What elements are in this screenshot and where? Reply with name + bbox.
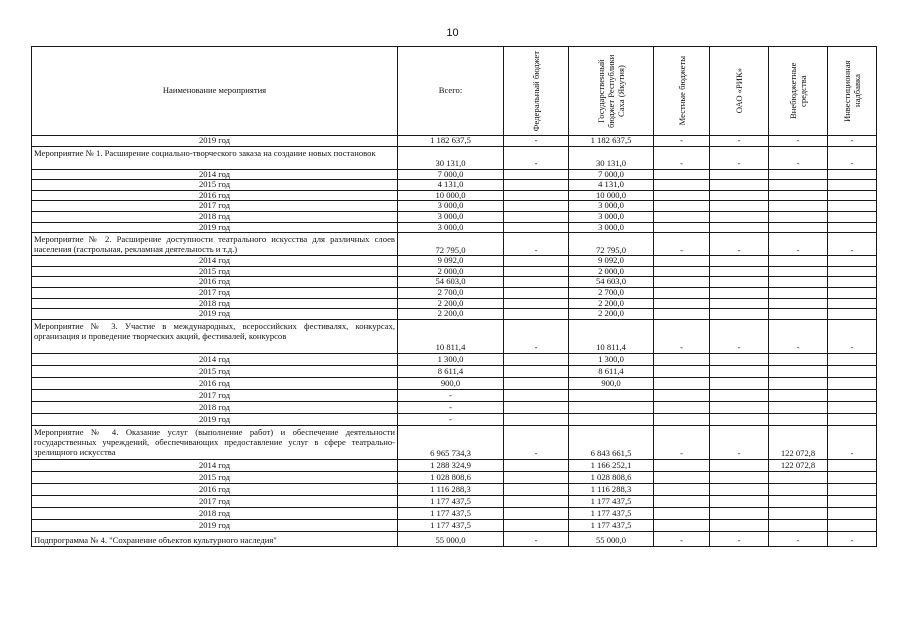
cell-rik (710, 309, 769, 320)
measure-row (32, 233, 877, 256)
cell-total: 1 177 437,5 (398, 507, 504, 519)
measure-row (32, 425, 877, 459)
year-label: 2018 год (32, 507, 398, 519)
cell-local: - (654, 233, 710, 256)
year-row (32, 266, 877, 277)
cell-federal (504, 389, 569, 401)
cell-state: 8 611,4 (569, 365, 654, 377)
cell-local: - (654, 146, 710, 169)
header-name: Наименование мероприятия (32, 47, 398, 136)
year-row (32, 377, 877, 389)
cell-rik (710, 519, 769, 531)
cell-state: 1 182 637,5 (569, 136, 654, 147)
cell-investment (828, 180, 877, 191)
cell-state: 1 116 288,3 (569, 483, 654, 495)
cell-rik (710, 190, 769, 201)
cell-offbudget (769, 413, 828, 425)
budget-table (31, 46, 877, 547)
year-label: 2015 год (32, 471, 398, 483)
cell-state: 1 028 808,6 (569, 471, 654, 483)
cell-offbudget (769, 266, 828, 277)
cell-federal (504, 190, 569, 201)
cell-total: 3 000,0 (398, 222, 504, 233)
year-label: 2018 год (32, 401, 398, 413)
cell-offbudget (769, 256, 828, 267)
cell-offbudget (769, 353, 828, 365)
cell-investment (828, 353, 877, 365)
cell-rik (710, 201, 769, 212)
cell-local (654, 256, 710, 267)
cell-investment (828, 459, 877, 471)
year-label: 2016 год (32, 483, 398, 495)
cell-total: 1 177 437,5 (398, 519, 504, 531)
cell-state: 1 177 437,5 (569, 519, 654, 531)
cell-offbudget (769, 519, 828, 531)
cell-rik (710, 471, 769, 483)
cell-federal (504, 471, 569, 483)
cell-state: 4 131,0 (569, 180, 654, 191)
header-row (32, 47, 877, 136)
cell-investment (828, 211, 877, 222)
cell-federal (504, 519, 569, 531)
cell-investment (828, 471, 877, 483)
cell-state (569, 389, 654, 401)
measure-row (32, 319, 877, 353)
year-row (32, 495, 877, 507)
cell-total: 1 116 288,3 (398, 483, 504, 495)
table-row (32, 136, 877, 147)
year-row (32, 483, 877, 495)
page-number: 10 (446, 27, 459, 39)
cell-local (654, 211, 710, 222)
cell-federal: - (504, 319, 569, 353)
cell-local (654, 169, 710, 180)
cell-federal (504, 507, 569, 519)
cell-federal (504, 495, 569, 507)
cell-offbudget (769, 377, 828, 389)
cell-state: 1 166 252,1 (569, 459, 654, 471)
cell-investment (828, 413, 877, 425)
cell-federal (504, 353, 569, 365)
cell-rik (710, 180, 769, 191)
cell-offbudget (769, 169, 828, 180)
cell-local (654, 353, 710, 365)
year-label: 2014 год (32, 169, 398, 180)
cell-offbudget (769, 277, 828, 288)
cell-offbudget: - (769, 319, 828, 353)
cell-rik (710, 277, 769, 288)
header-rik: ОАО «РИК» (710, 47, 769, 136)
cell-federal: - (504, 531, 569, 546)
cell-rik (710, 256, 769, 267)
cell-rik (710, 266, 769, 277)
year-label: 2017 год (32, 389, 398, 401)
cell-local (654, 266, 710, 277)
cell-total: 2 000,0 (398, 266, 504, 277)
cell-state: 3 000,0 (569, 222, 654, 233)
subprogram-row (32, 531, 877, 546)
cell-investment (828, 483, 877, 495)
cell-state: 30 131,0 (569, 146, 654, 169)
cell-local (654, 519, 710, 531)
cell-rik (710, 298, 769, 309)
cell-local (654, 413, 710, 425)
cell-offbudget: - (769, 531, 828, 546)
cell-state (569, 401, 654, 413)
cell-offbudget: - (769, 136, 828, 147)
cell-total: - (398, 413, 504, 425)
cell-federal (504, 180, 569, 191)
year-row (32, 309, 877, 320)
year-label: 2019 год (32, 222, 398, 233)
cell-total: 3 000,0 (398, 201, 504, 212)
cell-investment (828, 365, 877, 377)
cell-investment (828, 495, 877, 507)
year-row (32, 413, 877, 425)
cell-investment (828, 287, 877, 298)
year-label: 2014 год (32, 459, 398, 471)
cell-local (654, 459, 710, 471)
cell-local (654, 495, 710, 507)
cell-state: 1 177 437,5 (569, 495, 654, 507)
cell-rik: - (710, 146, 769, 169)
cell-state: 1 177 437,5 (569, 507, 654, 519)
cell-investment (828, 190, 877, 201)
cell-rik (710, 389, 769, 401)
cell-investment: - (828, 531, 877, 546)
cell-rik (710, 377, 769, 389)
cell-investment (828, 507, 877, 519)
cell-federal (504, 401, 569, 413)
cell-federal (504, 222, 569, 233)
year-row (32, 298, 877, 309)
cell-federal: - (504, 136, 569, 147)
cell-federal (504, 309, 569, 320)
cell-rik (710, 401, 769, 413)
cell-federal (504, 266, 569, 277)
cell-local (654, 389, 710, 401)
cell-rik (710, 365, 769, 377)
cell-federal (504, 277, 569, 288)
header-total: Всего: (398, 47, 504, 136)
cell-state: 72 795,0 (569, 233, 654, 256)
year-label: 2015 год (32, 266, 398, 277)
year-row (32, 401, 877, 413)
year-row (32, 507, 877, 519)
cell-rik (710, 287, 769, 298)
cell-federal (504, 287, 569, 298)
cell-offbudget (769, 287, 828, 298)
year-row (32, 519, 877, 531)
year-row (32, 459, 877, 471)
cell-total: 10 811,4 (398, 319, 504, 353)
cell-total: 1 177 437,5 (398, 495, 504, 507)
year-label: 2015 год (32, 365, 398, 377)
cell-offbudget (769, 483, 828, 495)
cell-federal (504, 169, 569, 180)
cell-local (654, 309, 710, 320)
cell-local (654, 365, 710, 377)
cell-state: 2 200,0 (569, 298, 654, 309)
row-name: 2019 год (32, 136, 398, 147)
cell-state: 2 200,0 (569, 309, 654, 320)
cell-state: 10 811,4 (569, 319, 654, 353)
cell-offbudget (769, 211, 828, 222)
cell-rik (710, 483, 769, 495)
cell-investment: - (828, 319, 877, 353)
year-label: 2015 год (32, 180, 398, 191)
cell-local: - (654, 136, 710, 147)
cell-offbudget (769, 201, 828, 212)
cell-federal (504, 298, 569, 309)
cell-state: 1 300,0 (569, 353, 654, 365)
cell-investment (828, 389, 877, 401)
cell-federal: - (504, 233, 569, 256)
year-label: 2016 год (32, 377, 398, 389)
cell-state: 3 000,0 (569, 201, 654, 212)
cell-federal (504, 377, 569, 389)
cell-total: - (398, 401, 504, 413)
cell-rik (710, 353, 769, 365)
cell-local (654, 190, 710, 201)
cell-local (654, 298, 710, 309)
cell-federal: - (504, 425, 569, 459)
cell-total: 30 131,0 (398, 146, 504, 169)
cell-local: - (654, 425, 710, 459)
cell-federal (504, 201, 569, 212)
cell-local: - (654, 319, 710, 353)
cell-offbudget (769, 309, 828, 320)
cell-total: 3 000,0 (398, 211, 504, 222)
cell-total: 2 200,0 (398, 298, 504, 309)
year-row (32, 190, 877, 201)
cell-federal (504, 413, 569, 425)
cell-total: 72 795,0 (398, 233, 504, 256)
cell-rik: - (710, 233, 769, 256)
header-offbudget: Внебюджетные средства (769, 47, 828, 136)
cell-total: 4 131,0 (398, 180, 504, 191)
year-label: 2018 год (32, 211, 398, 222)
cell-investment: - (828, 233, 877, 256)
cell-federal (504, 211, 569, 222)
cell-local (654, 222, 710, 233)
cell-total: 7 000,0 (398, 169, 504, 180)
header-state: Государственный бюджет Республики Саха (Якутия) (569, 47, 654, 136)
year-label: 2016 год (32, 277, 398, 288)
cell-local (654, 507, 710, 519)
cell-rik (710, 211, 769, 222)
year-label: 2018 год (32, 298, 398, 309)
cell-total: 9 092,0 (398, 256, 504, 267)
year-label: 2019 год (32, 309, 398, 320)
cell-offbudget (769, 298, 828, 309)
cell-rik (710, 459, 769, 471)
year-label: 2016 год (32, 190, 398, 201)
cell-rik: - (710, 425, 769, 459)
measure-title: Мероприятие № 4. Оказание услуг (выполнение работ) и обеспечение деятельности государственных учреждений, обеспечивающих предоставление услуг в сфере театрально-зрелищного искусства (32, 425, 398, 459)
measure-title: Мероприятие № 2. Расширение доступности театрального искусства для различных слоев населения (гастрольная, рекламная деятельность и т.д.) (32, 233, 398, 256)
cell-local (654, 377, 710, 389)
cell-state: 9 092,0 (569, 256, 654, 267)
cell-investment (828, 377, 877, 389)
cell-investment (828, 222, 877, 233)
year-label: 2017 год (32, 287, 398, 298)
cell-local (654, 471, 710, 483)
cell-local (654, 287, 710, 298)
measure-row (32, 146, 877, 169)
cell-investment (828, 266, 877, 277)
cell-rik (710, 495, 769, 507)
cell-offbudget: 122 072,8 (769, 459, 828, 471)
year-row (32, 201, 877, 212)
cell-offbudget: - (769, 146, 828, 169)
cell-offbudget (769, 190, 828, 201)
cell-total: 8 611,4 (398, 365, 504, 377)
cell-rik (710, 413, 769, 425)
year-row (32, 256, 877, 267)
measure-title: Мероприятие № 1. Расширение социально-творческого заказа на создание новых постановок (32, 146, 398, 169)
cell-rik (710, 169, 769, 180)
year-label: 2019 год (32, 413, 398, 425)
year-label: 2017 год (32, 495, 398, 507)
year-row (32, 169, 877, 180)
year-row (32, 353, 877, 365)
subprogram-title: Подпрограмма № 4. "Сохранение объектов культурного наследия" (32, 531, 398, 546)
cell-rik: - (710, 136, 769, 147)
cell-total: 1 028 808,6 (398, 471, 504, 483)
cell-total: 2 200,0 (398, 309, 504, 320)
measure-title: Мероприятие № 3. Участие в международных, всероссийских фестивалях, конкурсах, организация и проведение творческих акций, фестивалей, конкурсов (32, 319, 398, 353)
cell-total: 1 288 324,9 (398, 459, 504, 471)
year-row (32, 222, 877, 233)
year-label: 2014 год (32, 256, 398, 267)
cell-offbudget (769, 222, 828, 233)
cell-total: 6 965 734,3 (398, 425, 504, 459)
cell-federal (504, 365, 569, 377)
cell-investment (828, 169, 877, 180)
cell-state: 900,0 (569, 377, 654, 389)
cell-investment (828, 256, 877, 267)
cell-total: 1 300,0 (398, 353, 504, 365)
cell-investment (828, 401, 877, 413)
cell-local (654, 277, 710, 288)
year-row (32, 365, 877, 377)
cell-total: 2 700,0 (398, 287, 504, 298)
cell-state: 6 843 661,5 (569, 425, 654, 459)
cell-offbudget (769, 389, 828, 401)
year-row (32, 471, 877, 483)
cell-investment: - (828, 425, 877, 459)
cell-investment: - (828, 146, 877, 169)
cell-investment (828, 201, 877, 212)
year-label: 2014 год (32, 353, 398, 365)
cell-offbudget (769, 365, 828, 377)
cell-offbudget: 122 072,8 (769, 425, 828, 459)
cell-investment (828, 298, 877, 309)
cell-total: 54 603,0 (398, 277, 504, 288)
cell-offbudget (769, 507, 828, 519)
cell-total: - (398, 389, 504, 401)
cell-federal (504, 459, 569, 471)
cell-rik: - (710, 319, 769, 353)
cell-local (654, 483, 710, 495)
cell-investment (828, 309, 877, 320)
cell-offbudget (769, 495, 828, 507)
cell-federal: - (504, 146, 569, 169)
cell-state (569, 413, 654, 425)
cell-total: 1 182 637,5 (398, 136, 504, 147)
cell-federal (504, 483, 569, 495)
cell-rik (710, 222, 769, 233)
header-local: Местные бюджеты (654, 47, 710, 136)
cell-offbudget (769, 471, 828, 483)
cell-total: 55 000,0 (398, 531, 504, 546)
cell-state: 10 000,0 (569, 190, 654, 201)
cell-state: 3 000,0 (569, 211, 654, 222)
cell-state: 54 603,0 (569, 277, 654, 288)
year-row (32, 389, 877, 401)
cell-investment (828, 277, 877, 288)
cell-federal (504, 256, 569, 267)
cell-total: 10 000,0 (398, 190, 504, 201)
cell-offbudget (769, 180, 828, 191)
year-row (32, 287, 877, 298)
year-row (32, 180, 877, 191)
cell-rik: - (710, 531, 769, 546)
cell-local (654, 201, 710, 212)
year-label: 2019 год (32, 519, 398, 531)
cell-state: 7 000,0 (569, 169, 654, 180)
cell-investment: - (828, 136, 877, 147)
cell-offbudget: - (769, 233, 828, 256)
header-federal: Федеральный бюджет (504, 47, 569, 136)
year-label: 2017 год (32, 201, 398, 212)
cell-investment (828, 519, 877, 531)
cell-total: 900,0 (398, 377, 504, 389)
year-row (32, 211, 877, 222)
cell-offbudget (769, 401, 828, 413)
cell-local: - (654, 531, 710, 546)
year-row (32, 277, 877, 288)
cell-local (654, 401, 710, 413)
header-investment: Инвестиционная надбавка (828, 47, 877, 136)
cell-local (654, 180, 710, 191)
cell-rik (710, 507, 769, 519)
cell-state: 55 000,0 (569, 531, 654, 546)
cell-state: 2 000,0 (569, 266, 654, 277)
cell-state: 2 700,0 (569, 287, 654, 298)
